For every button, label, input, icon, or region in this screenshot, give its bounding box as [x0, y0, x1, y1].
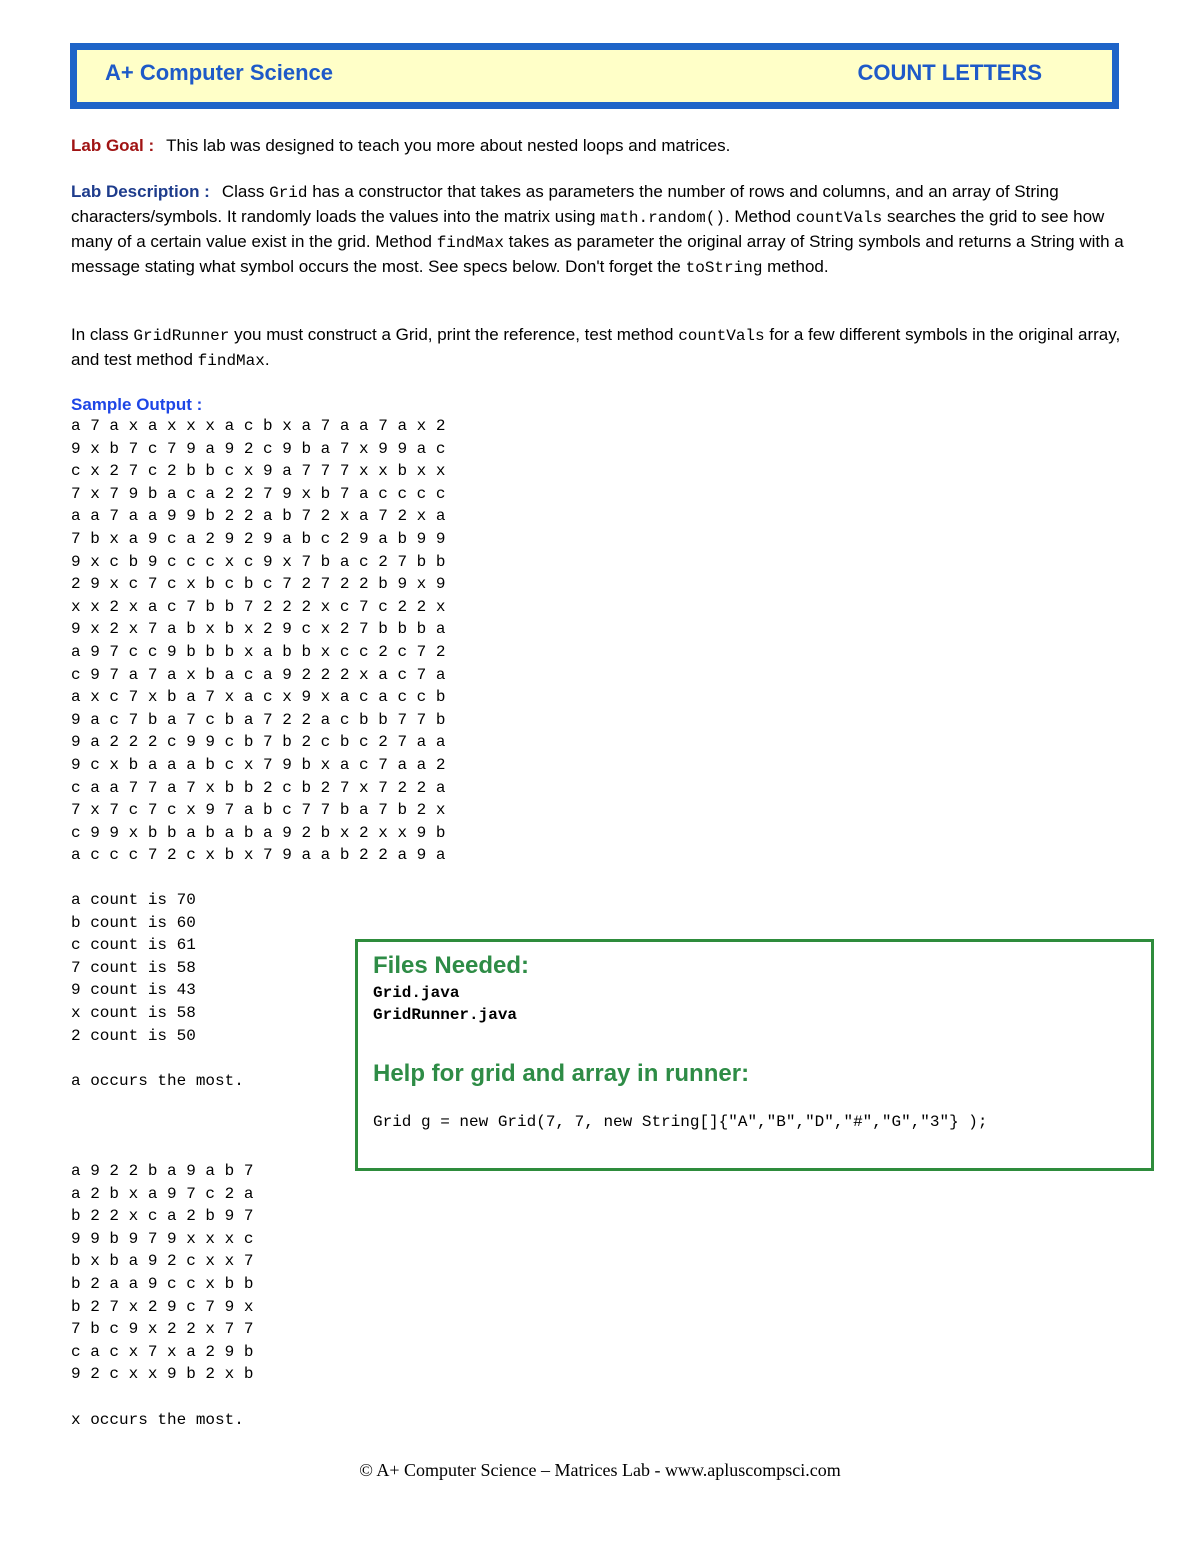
desc-code-tostring: toString [685, 259, 763, 277]
files-needed-box [355, 939, 1154, 1171]
runner-text-4: . [264, 350, 270, 369]
files-needed-title: Files Needed: [373, 952, 530, 979]
lab-description [71, 180, 1131, 280]
lab-goal-label: Lab Goal : [71, 136, 155, 155]
runner-text-1: In class [71, 325, 134, 344]
page-footer: © A+ Computer Science – Matrices Lab - www.apluscompsci.com [359, 1460, 841, 1480]
header-site-title: A+ Computer Science [105, 60, 334, 85]
desc-code-countvals: countVals [795, 209, 883, 227]
lab-goal [71, 134, 1131, 158]
desc-code-grid: Grid [269, 184, 308, 202]
runner-text-2: you must construct a Grid, print the reference, test method [229, 325, 679, 344]
header-lab-title: COUNT LETTERS [857, 60, 1042, 85]
sample-counts: a count is 70 b count is 60 c count is 61 7 count is 58 9 count is 43 x count is 58 2 count is 50 [71, 891, 196, 1045]
desc-text-2: has a constructor that takes as parameters the number of rows and columns, and an array of String characters/symbols. It randomly loads the values into the matrix using [71, 182, 1059, 226]
desc-text-5: takes as parameter the original array of String symbols and returns a String with a message stating what symbol occurs the most. See specs below. Don't forget the [71, 232, 1124, 276]
runner-code-countvals: countVals [678, 327, 765, 345]
sample-grid-1: a 7 a x a x x x a c b x a 7 a a 7 a x 2 9 x b 7 c 7 9 a 9 2 c 9 b a 7 x 9 9 a c c x 2 7 c 2 b b c x 9 a 7 7 7 x x b x x 7 x 7 9 b a c a 2 2 7 9 x b 7 a c c c c a a 7 a a 9 9 b 2 2 a b 7 2 x a 7 2 x a 7 b x a 9 c a 2 9 2 9 a b c 2 9 a b 9 9 9 x c b 9 c c c x c 9 x 7 b a c 2 7 b b 2 9 x c 7 c x b c b c 7 2 7 2 2 b 9 x 9 x x 2 x a c 7 b b 7 2 2 2 x c 7 c 2 2 x 9 x 2 x 7 a b x b x 2 9 c x 2 7 b b b a a 9 7 c c 9 b b b x a b b x c c 2 c 7 2 c 9 7 a 7 a x b a c a 9 2 2 2 x a c 7 a a x c 7 x b a 7 x a c x 9 x a c a c c b 9 a c 7 b a 7 c b a 7 2 2 a c b b 7 7 b 9 a 2 2 2 c 9 9 c b 7 b 2 c b c 2 7 a a 9 c x b a a a b c x 7 9 b x a c 7 a a 2 c a a 7 7 a 7 x b b 2 c b 2 7 x 7 2 2 a 7 x 7 c 7 c x 9 7 a b c 7 7 b a 7 b 2 x c 9 9 x b b a b a b a 9 2 b x 2 x x 9 b a c c c 7 2 c x b x 7 9 a a b 2 2 a 9 a [71, 417, 446, 865]
sample-output-label: Sample Output : [71, 395, 203, 414]
file-gridrunner-java: GridRunner.java [373, 1006, 518, 1024]
help-code-snippet: Grid g = new Grid(7, 7, new String[]{"A","B","D","#","G","3"} ); [373, 1113, 988, 1131]
sample-result-2: x occurs the most. [71, 1411, 244, 1429]
runner-text-3: for a few different symbols in the original array, and test method [71, 325, 1121, 369]
header-banner [70, 43, 1119, 109]
desc-text-3: . Method [724, 207, 796, 226]
runner-code-gridrunner: GridRunner [133, 327, 230, 345]
runner-paragraph [71, 323, 1131, 373]
desc-text-1: Class [221, 182, 270, 201]
help-title: Help for grid and array in runner: [373, 1060, 750, 1087]
desc-text-6: method. [762, 257, 829, 276]
lab-goal-text: This lab was designed to teach you more about nested loops and matrices. [166, 136, 731, 155]
sample-result-1: a occurs the most. [71, 1072, 244, 1090]
lab-description-label: Lab Description : [71, 182, 210, 201]
runner-code-findmax: findMax [197, 352, 265, 370]
desc-code-findmax: findMax [436, 234, 504, 252]
file-grid-java: Grid.java [373, 984, 460, 1002]
desc-text-4: searches the grid to see how many of a certain value exist in the grid. Method [71, 207, 1105, 251]
desc-code-random: math.random() [600, 209, 725, 227]
sample-grid-2: a 9 2 2 b a 9 a b 7 a 2 b x a 9 7 c 2 a b 2 2 x c a 2 b 9 7 9 9 b 9 7 9 x x x c b x b a 9 2 c x x 7 b 2 a a 9 c c x b b b 2 7 x 2 9 c 7 9 x 7 b c 9 x 2 2 x 7 7 c a c x 7 x a 2 9 b 9 2 c x x 9 b 2 x b [71, 1162, 254, 1384]
